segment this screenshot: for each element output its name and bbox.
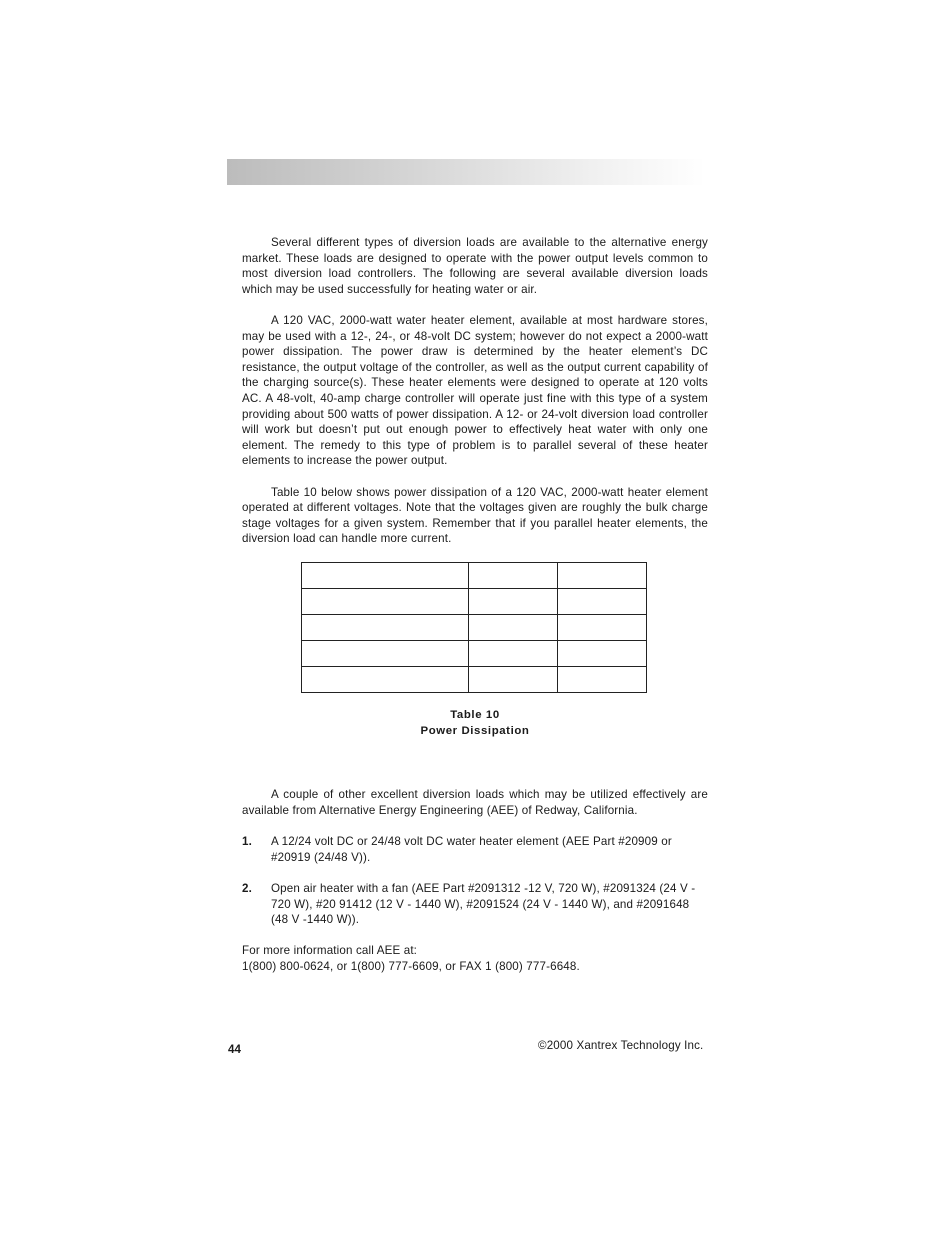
list-text: Open air heater with a fan (AEE Part #2091312 -12 V, 720 W), #2091324 (24 V - 720 W), #20 91412 (12 V - 1440 W), #2091524 (24 V - 1440 W), and #2091648 (48 V -1440 W)).	[271, 882, 696, 927]
table-row	[302, 615, 647, 641]
table-cell	[302, 589, 469, 615]
table-cell	[469, 563, 558, 589]
table-cell	[558, 615, 647, 641]
list-number: 1.	[242, 835, 252, 849]
table-cell	[558, 563, 647, 589]
table-cell	[302, 563, 469, 589]
table-row	[302, 589, 647, 615]
table-cell	[469, 589, 558, 615]
table-cell	[558, 589, 647, 615]
page-content	[242, 235, 708, 975]
page-number: 44	[228, 1043, 241, 1056]
contact-line-1: For more information call AEE at:	[242, 944, 418, 958]
list-item	[242, 881, 708, 928]
power-dissipation-table	[301, 562, 647, 693]
paragraph-table-intro: Table 10 below shows power dissipation of a 120 VAC, 2000-watt heater element operated at different voltages. Note that the voltages given are roughly the bulk charge stage voltages for a given system. Remember that if you parallel heater elements, the diversion load can handle more current.	[242, 485, 708, 546]
paragraph-heater-element: A 120 VAC, 2000-watt water heater element, available at most hardware stores, may be used with a 12-, 24-, or 48-volt DC system; however do not expect a 2000-watt power dissipation. The power draw is determined by the heater element’s DC resistance, the output voltage of the controller, as well as the output current capability of the charging source(s). These heater elements were designed to operate at 120 volts AC. A 48-volt, 40-amp charge controller will operate just fine with this type of a system providing about 500 watts of power dissipation. A 12- or 24-volt diversion load controller will work but doesn’t put out enough power to effectively heat water with only one element. The remedy to this type of problem is to parallel several of these heater elements to increase the power output.	[242, 313, 708, 468]
power-dissipation-table-block	[242, 562, 708, 787]
copyright-notice: ©2000 Xantrex Technology Inc.	[538, 1039, 704, 1052]
table-cell	[302, 641, 469, 667]
table-cell	[302, 667, 469, 693]
table-row	[302, 563, 647, 589]
table-cell	[469, 641, 558, 667]
contact-line-2: 1(800) 800-0624, or 1(800) 777-6609, or FAX 1 (800) 777-6648.	[242, 960, 580, 973]
table-cell	[302, 615, 469, 641]
list-text: A 12/24 volt DC or 24/48 volt DC water heater element (AEE Part #20909 or #20919 (24/48 V)).	[271, 835, 672, 864]
header-bar	[227, 159, 705, 185]
list-item	[242, 834, 708, 865]
table-cell	[469, 615, 558, 641]
paragraph-intro: Several different types of diversion loads are available to the alternative energy market. These loads are designed to operate with the power output levels common to most diversion load controllers. The following are several available diversion loads which may be used successfully for heating water or air.	[242, 236, 708, 296]
table-caption-number: Table 10	[450, 709, 500, 722]
table-row	[302, 667, 647, 693]
table-cell	[469, 667, 558, 693]
table-row	[302, 641, 647, 667]
paragraph-aee: A couple of other excellent diversion loads which may be utilized effectively are available from Alternative Energy Engineering (AEE) of Redway, California.	[242, 788, 708, 818]
table-cell	[558, 641, 647, 667]
table-caption-title: Power Dissipation	[420, 725, 530, 738]
table-cell	[558, 667, 647, 693]
list-number: 2.	[242, 882, 252, 896]
